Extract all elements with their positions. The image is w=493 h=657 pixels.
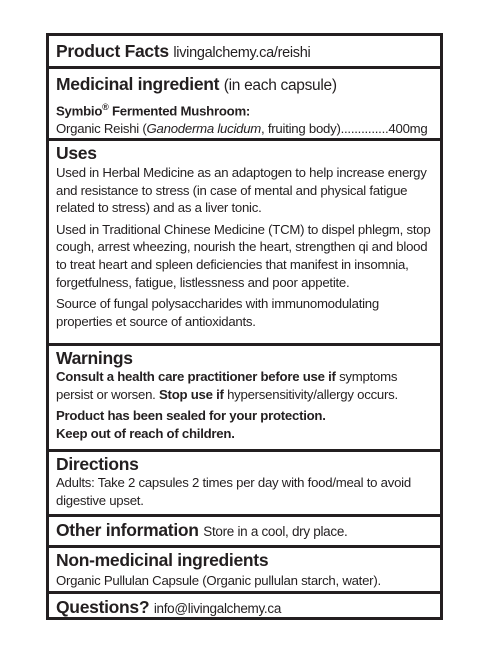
uses-paragraph: Used in Herbal Medicine as an adaptogen to help increase energy and resistance to stress (in case of mental and physical fatigue related to stress) and as a liver tonic. bbox=[56, 165, 427, 216]
section-divider bbox=[49, 545, 440, 548]
fermented-mushroom-heading bbox=[56, 99, 434, 120]
section-divider bbox=[49, 66, 440, 69]
fermented-mushroom-label: Fermented Mushroom: bbox=[108, 103, 251, 119]
warnings-consult-text bbox=[56, 368, 434, 403]
ingredient-part: , fruiting body) bbox=[261, 120, 341, 136]
section-divider bbox=[49, 343, 440, 346]
other-information-section bbox=[49, 520, 440, 542]
uses-paragraph: Used in Traditional Chinese Medicine (TCM) to dispel phlegm, stop cough, arrest wheezing, nourish the heart, strengthen qi and blood to treat heart and spleen deficiencies that manifest in insomnia, forgetfulness, fatigue, listlessness and poor appetite. bbox=[56, 221, 431, 290]
directions-text: Adults: Take 2 capsules 2 times per day with food/meal to avoid digestive upset. bbox=[56, 475, 411, 508]
ingredient-amount: 400mg bbox=[388, 120, 428, 136]
registered-mark: ® bbox=[102, 102, 109, 112]
contact-email[interactable]: info@livingalchemy.ca bbox=[153, 601, 282, 616]
consult-rest-text: symptoms persist or worsen. bbox=[56, 369, 398, 402]
product-url: livingalchemy.ca/reishi bbox=[173, 45, 311, 61]
uses-paragraph: Source of fungal polysaccharides with immunomodulating properties et source of antioxidants. bbox=[56, 296, 379, 329]
children-notice: Keep out of reach of children. bbox=[56, 425, 235, 441]
ingredient-line bbox=[56, 120, 434, 138]
product-facts-header bbox=[49, 41, 440, 63]
directions-title: Directions bbox=[56, 454, 139, 474]
questions-section bbox=[49, 597, 440, 619]
uses-section bbox=[49, 143, 440, 330]
ingredient-latin-name: Ganoderma lucidum bbox=[146, 120, 262, 136]
stop-use-rest-text: hypersensitivity/allergy occurs. bbox=[223, 386, 398, 402]
product-facts-title: Product Facts bbox=[56, 41, 169, 61]
section-divider bbox=[49, 591, 440, 594]
other-information-text: Store in a cool, dry place. bbox=[203, 524, 348, 539]
section-divider bbox=[49, 449, 440, 452]
uses-title: Uses bbox=[56, 143, 97, 163]
questions-title: Questions? bbox=[56, 597, 150, 617]
directions-section bbox=[49, 454, 440, 509]
medicinal-ingredient-title: Medicinal ingredient bbox=[56, 74, 220, 94]
medicinal-ingredient-section bbox=[49, 74, 440, 138]
warnings-section bbox=[49, 348, 440, 442]
sealed-notice: Product has been sealed for your protection. bbox=[56, 408, 326, 424]
non-medicinal-text: Organic Pullulan Capsule (Organic pullulan starch, water). bbox=[56, 573, 381, 588]
ingredient-leader-dots: .............. bbox=[340, 120, 389, 136]
non-medicinal-section bbox=[49, 550, 440, 590]
consult-bold-text: Consult a health care practitioner before use if bbox=[56, 369, 336, 384]
section-divider bbox=[49, 138, 440, 141]
product-facts-panel bbox=[46, 33, 443, 620]
section-divider bbox=[49, 514, 440, 517]
stop-use-bold-text: Stop use if bbox=[159, 386, 224, 402]
non-medicinal-title: Non-medicinal ingredients bbox=[56, 550, 269, 570]
medicinal-ingredient-note: (in each capsule) bbox=[223, 77, 337, 94]
warnings-title: Warnings bbox=[56, 348, 133, 368]
symbio-brand: Symbio bbox=[56, 103, 103, 119]
ingredient-name: Organic Reishi ( bbox=[56, 120, 147, 136]
other-information-title: Other information bbox=[56, 520, 199, 540]
